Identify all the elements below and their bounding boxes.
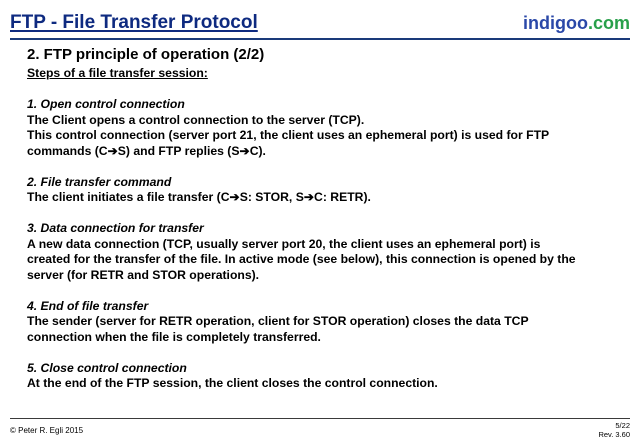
step-line: connection when the file is completely transferred. [27, 329, 321, 344]
step-line: server (for RETR and STOR operations). [27, 267, 260, 282]
step-line: This control connection (server port 21, the client uses an ephemeral port) is used for FTP [27, 128, 550, 142]
step-line: created for the transfer of the file. In active mode (see below), this connection is opened by the [27, 252, 576, 266]
step-title: 1. Open control connection [27, 97, 185, 111]
page-info [598, 421, 630, 439]
step-line: The client initiates a file transfer (C➔S: STOR, S➔C: RETR). [27, 190, 371, 204]
step-line: commands (C➔S) and FTP replies (S➔C). [27, 143, 266, 158]
step-title: 5. Close control connection [27, 360, 187, 375]
step-file-transfer-command [27, 175, 617, 206]
step-data-connection [27, 221, 617, 283]
steps-subheading: Steps of a file transfer session: [27, 66, 208, 80]
slide-header [0, 0, 638, 38]
step-title: 4. End of file transfer [27, 298, 149, 313]
step-open-control [27, 97, 617, 159]
brand-domain: .com [587, 13, 630, 33]
slide-title: FTP - File Transfer Protocol [10, 12, 258, 33]
revision-label: Rev. 3.60 [598, 430, 630, 439]
section-heading: 2. FTP principle of operation (2/2) [27, 46, 265, 63]
brand-name: indigoo [523, 13, 588, 33]
step-line: A new data connection (TCP, usually server port 20, the client uses an ephemeral port) is [27, 236, 541, 251]
step-line: The sender (server for RETR operation, client for STOR operation) closes the data TCP [27, 314, 529, 328]
step-close-control [27, 361, 617, 392]
step-title: 3. Data connection for transfer [27, 221, 204, 235]
step-end-transfer [27, 299, 617, 346]
step-line: The Client opens a control connection to the server (TCP). [27, 112, 365, 127]
brand-logo[interactable] [523, 13, 630, 34]
step-line: At the end of the FTP session, the client closes the control connection. [27, 376, 438, 390]
slide-body [27, 46, 617, 392]
step-title: 2. File transfer command [27, 174, 172, 189]
copyright-notice: © Peter R. Egli 2015 [10, 426, 84, 435]
header-divider [10, 38, 630, 40]
page-number: 5/22 [615, 421, 630, 430]
footer-divider [10, 418, 630, 419]
